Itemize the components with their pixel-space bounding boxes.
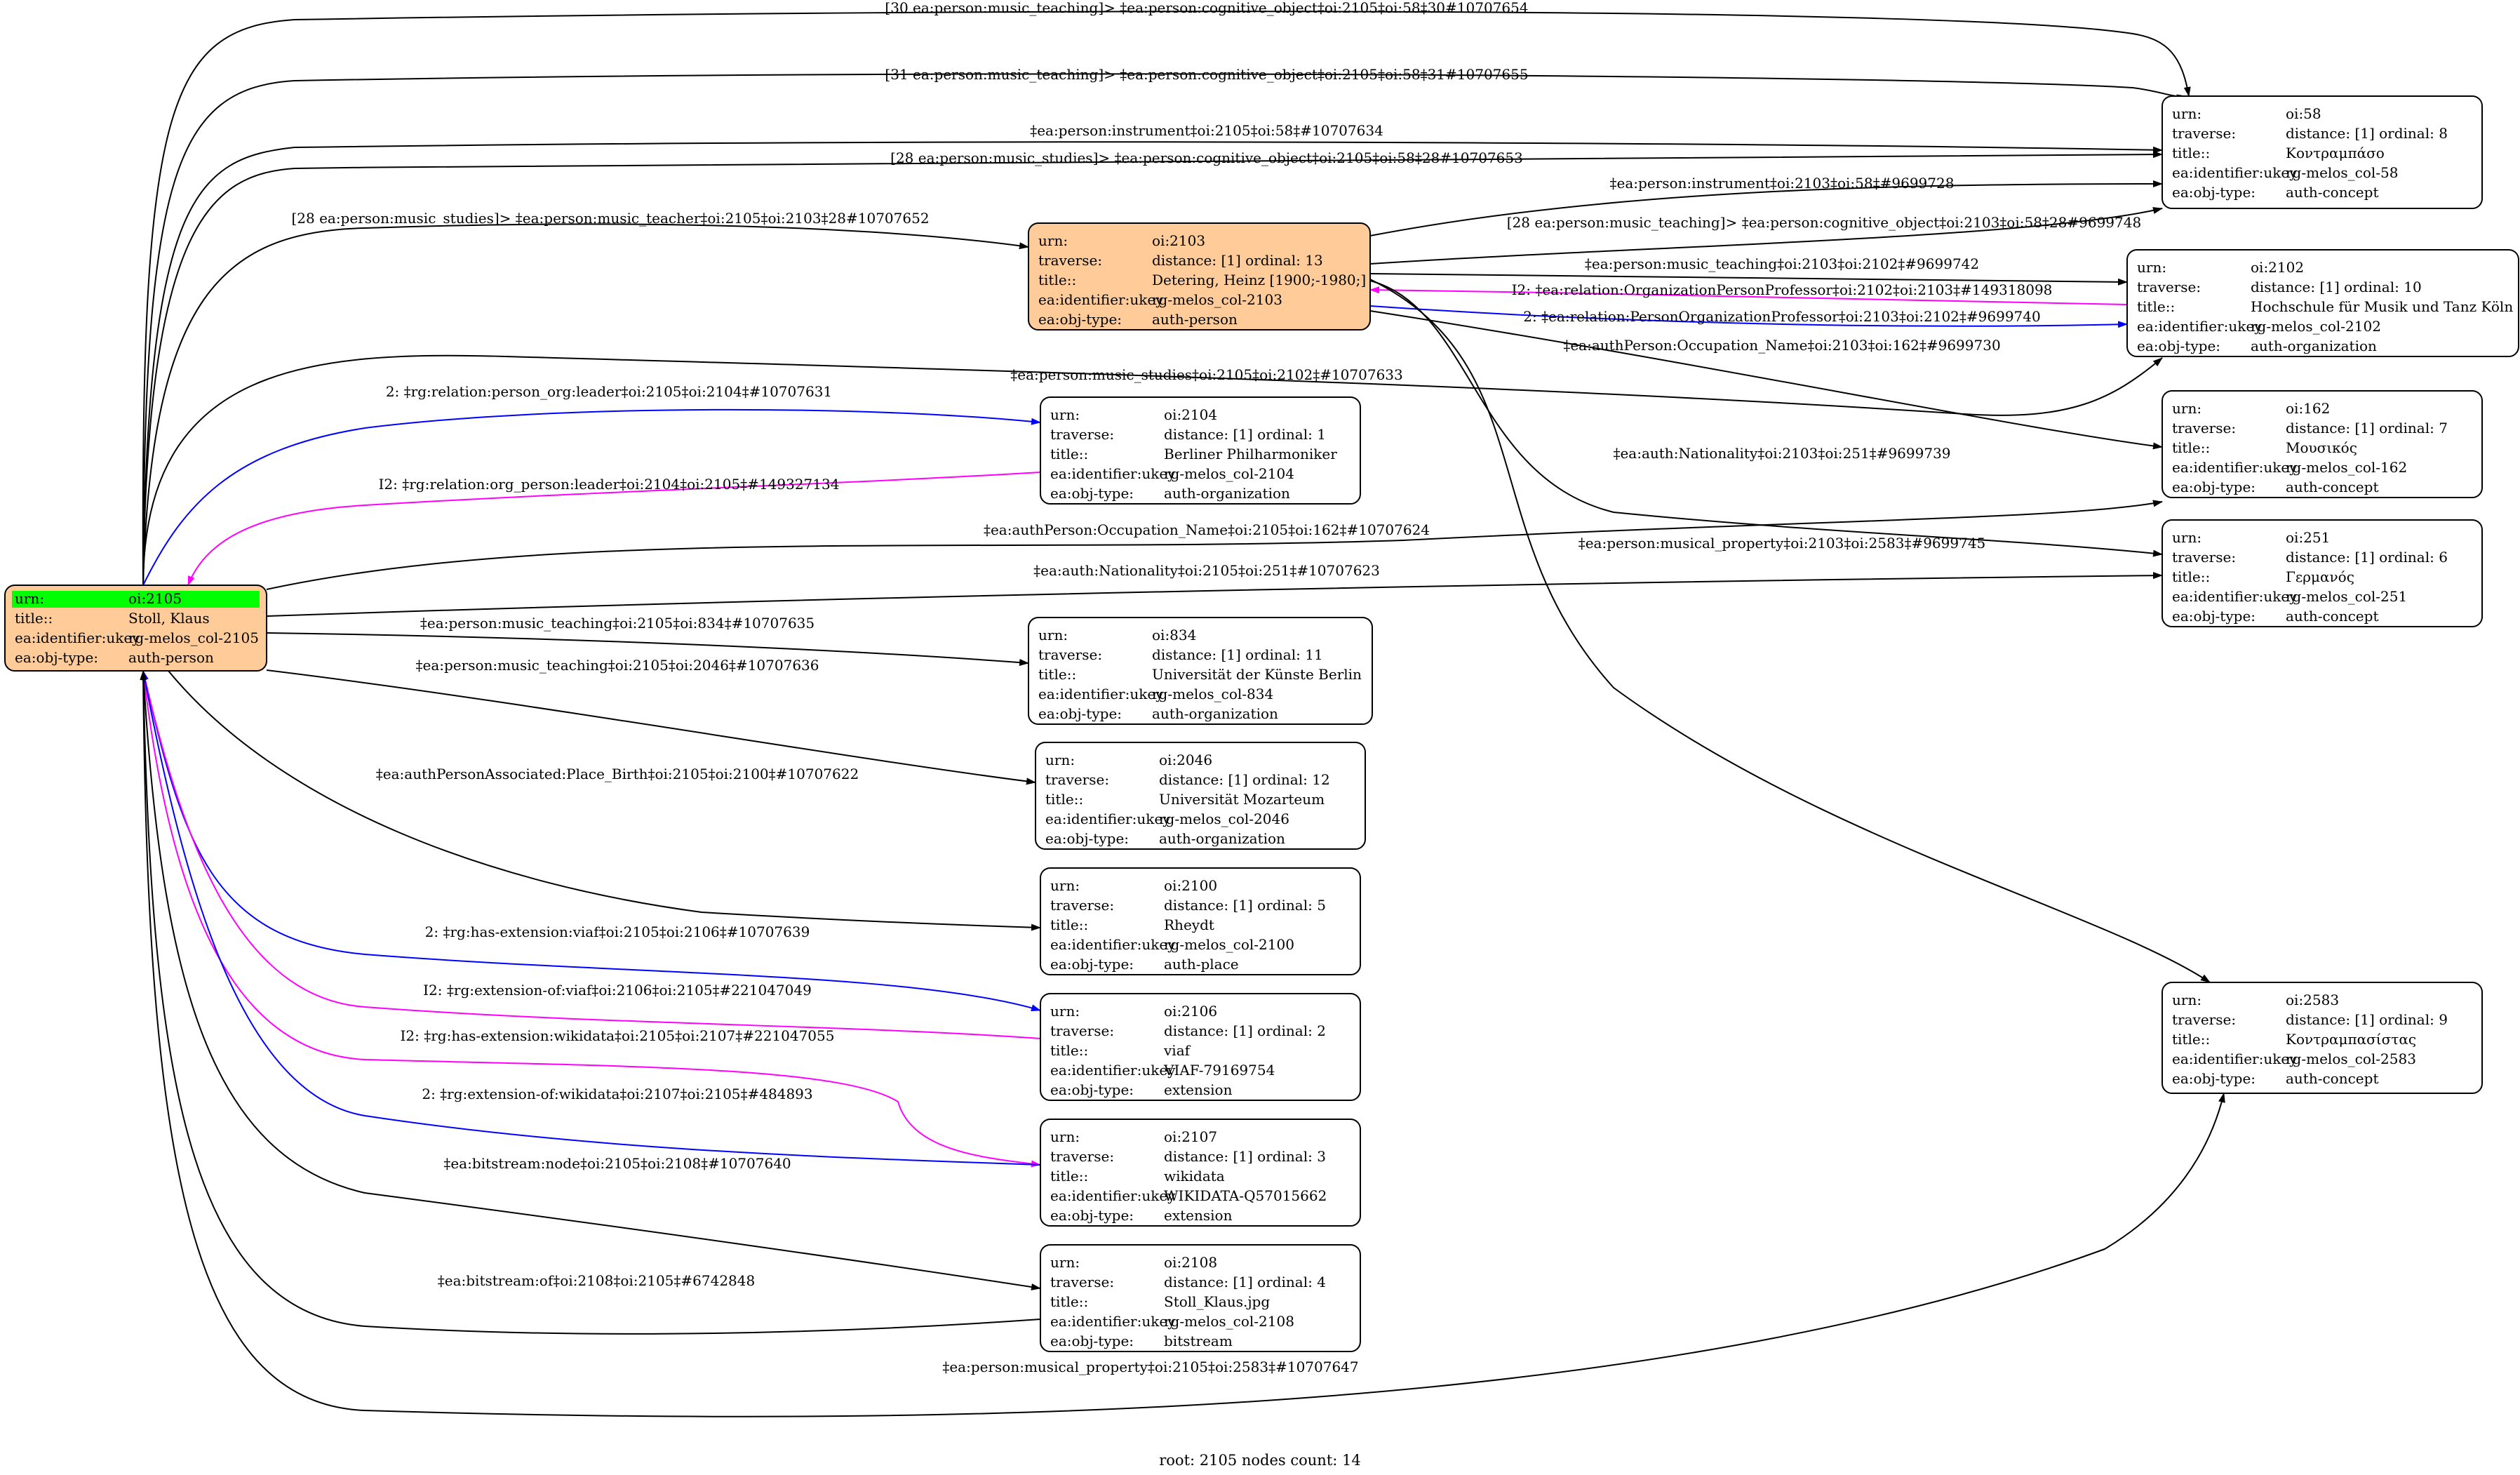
field-label-urn: urn: (1050, 1003, 1080, 1020)
field-label-type: ea:obj-type: (2172, 608, 2256, 625)
field-value-urn: oi:58 (2286, 105, 2321, 122)
edge-e5 (143, 224, 1028, 585)
field-label-traverse: traverse: (1050, 1148, 1115, 1165)
field-value-ukey: rg-melos_col-58 (2286, 164, 2399, 181)
field-value-traverse: distance: [1] ordinal: 13 (1152, 252, 1323, 269)
edge-label-e13: ‡ea:auth:Nationality‡oi:2103‡oi:251‡#9699739 (1613, 445, 1951, 462)
field-label-title: title:: (2172, 145, 2211, 161)
field-label-urn: urn: (2172, 992, 2202, 1008)
node-oi-251[interactable] (2162, 520, 2482, 627)
edge-label-e1: [30 ea:person:music_teaching]> ‡ea:person:cognitive_object‡oi:2105‡oi:58‡30#10707654 (885, 0, 1529, 16)
edge-e21 (168, 671, 1040, 928)
node-oi-834[interactable] (1028, 618, 1372, 724)
field-value-type: auth-organization (1164, 485, 1290, 502)
field-label-traverse: traverse: (1038, 646, 1103, 663)
field-value-title: Universität der Künste Berlin (1152, 666, 1362, 683)
field-label-type: ea:obj-type: (1050, 1207, 1134, 1224)
field-value-traverse: distance: [1] ordinal: 4 (1164, 1274, 1326, 1290)
field-label-type: ea:obj-type: (1050, 485, 1134, 502)
field-value-type: extension (1164, 1081, 1233, 1098)
field-label-urn: urn: (1045, 752, 1075, 768)
node-oi-2105[interactable] (5, 585, 267, 671)
field-label-traverse: traverse: (1050, 1022, 1115, 1039)
field-label-type: ea:obj-type: (1038, 311, 1122, 328)
edge-label-e18: ‡ea:auth:Nationality‡oi:2105‡oi:251‡#10707623 (1033, 562, 1380, 579)
field-value-ukey: rg-melos_col-834 (1152, 686, 1274, 702)
edge-label-e16: ‡ea:authPerson:Occupation_Name‡oi:2105‡oi:162‡#10707624 (983, 521, 1430, 538)
edge-e3 (143, 142, 2162, 585)
field-label-type: ea:obj-type: (1038, 705, 1122, 722)
field-value-urn: oi:2104 (1164, 406, 1218, 423)
field-label-traverse: traverse: (1050, 1274, 1115, 1290)
field-label-traverse: traverse: (1045, 771, 1110, 788)
field-label-title: title:: (1050, 1293, 1089, 1310)
field-label-ukey: ea:identifier:ukey (1050, 1313, 1176, 1330)
edge-label-e9: I2: ‡ea:relation:OrganizationPersonProfessor‡oi:2102‡oi:2103‡#149318098 (1511, 281, 2053, 298)
field-label-urn: urn: (2172, 400, 2202, 417)
field-label-title: title:: (2172, 1031, 2211, 1048)
field-label-traverse: traverse: (1038, 252, 1103, 269)
edge-label-e11: ‡ea:authPerson:Occupation_Name‡oi:2103‡oi:162‡#9699730 (1563, 337, 2001, 354)
field-label-type: ea:obj-type: (1050, 1333, 1134, 1349)
field-label-ukey: ea:identifier:ukey (2172, 1050, 2298, 1067)
field-value-ukey: VIAF-79169754 (1164, 1062, 1275, 1079)
field-label-traverse: traverse: (1050, 426, 1115, 443)
field-label-traverse: traverse: (2172, 549, 2237, 566)
node-oi-2107[interactable] (1040, 1119, 1360, 1226)
field-label-urn: urn: (1050, 1128, 1080, 1145)
field-value-type: auth-place (1164, 956, 1239, 973)
node-oi-2108[interactable] (1040, 1245, 1360, 1351)
field-label-ukey: ea:identifier:ukey (2137, 318, 2263, 335)
field-label-title: title:: (2137, 298, 2176, 315)
field-value-ukey: rg-melos_col-2102 (2251, 318, 2381, 335)
node-oi-2106[interactable] (1040, 994, 1360, 1100)
field-label-urn: urn: (15, 590, 45, 607)
field-label-title: title:: (1050, 1168, 1089, 1184)
field-label-urn: urn: (1050, 877, 1080, 894)
node-oi-162[interactable] (2162, 391, 2482, 498)
field-label-title: title:: (1038, 666, 1077, 683)
field-value-ukey: rg-melos_col-2103 (1152, 291, 1282, 308)
edge-label-e6: ‡ea:person:instrument‡oi:2103‡oi:58‡#9699728 (1609, 175, 1955, 192)
field-label-title: title:: (1045, 791, 1084, 808)
field-label-urn: urn: (2172, 529, 2202, 546)
field-value-title: Berliner Philharmoniker (1164, 446, 1337, 462)
field-value-title: Stoll_Klaus.jpg (1164, 1293, 1271, 1310)
field-label-title: title:: (15, 610, 53, 627)
field-value-traverse: distance: [1] ordinal: 11 (1152, 646, 1323, 663)
field-value-title: Rheydt (1164, 916, 1214, 933)
field-value-ukey: WIKIDATA-Q57015662 (1164, 1187, 1327, 1204)
field-value-traverse: distance: [1] ordinal: 7 (2286, 420, 2448, 436)
field-label-title: title:: (1038, 272, 1077, 288)
field-label-title: title:: (2172, 568, 2211, 585)
node-oi-2583[interactable] (2162, 982, 2482, 1093)
field-value-urn: oi:834 (1152, 627, 1197, 643)
field-label-urn: urn: (1038, 232, 1068, 249)
field-value-type: auth-organization (1159, 830, 1285, 847)
edge-label-e15: I2: ‡rg:relation:org_person:leader‡oi:2104‡oi:2105‡#149327134 (378, 476, 840, 493)
field-label-urn: urn: (1050, 406, 1080, 423)
field-value-urn: oi:2583 (2286, 992, 2340, 1008)
field-value-title: wikidata (1164, 1168, 1225, 1184)
edge-label-e5: [28 ea:person:music_studies]> ‡ea:person:music_teacher‡oi:2105‡oi:2103‡28#10707652 (291, 210, 930, 227)
field-label-type: ea:obj-type: (2172, 1070, 2256, 1087)
edge-e18 (267, 575, 2162, 616)
field-value-ukey: rg-melos_col-2108 (1164, 1313, 1294, 1330)
field-value-urn: oi:2106 (1164, 1003, 1218, 1020)
edge-e14 (143, 410, 1040, 585)
field-label-ukey: ea:identifier:ukey (2172, 588, 2298, 605)
field-value-urn: oi:2046 (1159, 752, 1213, 768)
field-value-ukey: rg-melos_col-2105 (128, 629, 259, 646)
field-value-urn: oi:2107 (1164, 1128, 1218, 1145)
field-value-traverse: distance: [1] ordinal: 5 (1164, 897, 1326, 914)
field-label-title: title:: (2172, 439, 2211, 456)
field-value-type: auth-organization (2251, 338, 2377, 354)
node-oi-2104[interactable] (1040, 397, 1360, 504)
field-value-ukey: rg-melos_col-2104 (1164, 465, 1294, 482)
edge-label-e23: I2: ‡rg:extension-of:viaf‡oi:2106‡oi:2105‡#221047049 (423, 982, 812, 999)
graph-footer: root: 2105 nodes count: 14 (1159, 1452, 1361, 1469)
field-value-ukey: rg-melos_col-2583 (2286, 1050, 2416, 1067)
field-value-title: viaf (1164, 1042, 1191, 1059)
field-value-traverse: distance: [1] ordinal: 1 (1164, 426, 1326, 443)
field-value-urn: oi:2102 (2251, 259, 2305, 276)
node-oi-2103[interactable] (1028, 223, 1370, 330)
field-value-title: Κοντραμπασίστας (2286, 1031, 2417, 1048)
field-label-ukey: ea:identifier:ukey (2172, 459, 2298, 476)
edge-label-e28: ‡ea:person:musical_property‡oi:2105‡oi:2583‡#10707647 (942, 1359, 1359, 1375)
field-value-type: auth-concept (2286, 608, 2379, 625)
field-value-type: auth-organization (1152, 705, 1278, 722)
field-label-ukey: ea:identifier:ukey (1050, 936, 1176, 953)
edge-label-e19: ‡ea:person:music_teaching‡oi:2105‡oi:834‡#10707635 (420, 615, 815, 632)
field-value-ukey: rg-melos_col-2100 (1164, 936, 1294, 953)
field-label-title: title:: (1050, 916, 1089, 933)
edge-e22 (143, 671, 1040, 1010)
edge-label-e21: ‡ea:authPersonAssociated:Place_Birth‡oi:2105‡oi:2100‡#10707622 (375, 766, 859, 782)
field-value-traverse: distance: [1] ordinal: 6 (2286, 549, 2448, 566)
field-value-type: auth-concept (2286, 184, 2379, 201)
field-value-urn: oi:2100 (1164, 877, 1218, 894)
field-value-type: bitstream (1164, 1333, 1233, 1349)
field-label-title: title:: (1050, 446, 1089, 462)
edge-label-e3: ‡ea:person:instrument‡oi:2105‡oi:58‡#10707634 (1030, 122, 1383, 139)
edge-label-e8: ‡ea:person:music_teaching‡oi:2103‡oi:2102‡#9699742 (1584, 255, 1980, 272)
edge-label-e10: 2: ‡ea:relation:PersonOrganizationProfessor‡oi:2103‡oi:2102‡#9699740 (1523, 308, 2041, 325)
field-label-type: ea:obj-type: (1045, 830, 1130, 847)
field-label-traverse: traverse: (1050, 897, 1115, 914)
field-label-urn: urn: (2137, 259, 2167, 276)
field-value-ukey: rg-melos_col-251 (2286, 588, 2408, 605)
field-label-urn: urn: (1038, 627, 1068, 643)
field-label-ukey: ea:identifier:ukey (1038, 686, 1164, 702)
edge-label-e2: [31 ea:person:music_teaching]> ‡ea:person:cognitive_object‡oi:2105‡oi:58‡31#10707655 (885, 66, 1529, 83)
edge-label-e26: ‡ea:bitstream:node‡oi:2105‡oi:2108‡#10707640 (443, 1155, 791, 1172)
field-value-title: Μουσικός (2286, 439, 2357, 456)
field-label-type: ea:obj-type: (2137, 338, 2221, 354)
edge-label-e4: [28 ea:person:music_studies]> ‡ea:person:cognitive_object‡oi:2105‡oi:58‡28#10707653 (890, 149, 1523, 166)
field-label-ukey: ea:identifier:ukey (1050, 1062, 1176, 1079)
field-value-urn: oi:2108 (1164, 1254, 1218, 1271)
edge-e17 (1370, 279, 2210, 982)
edge-label-e12: ‡ea:person:music_studies‡oi:2105‡oi:2102‡#10707633 (1010, 366, 1403, 383)
field-label-traverse: traverse: (2137, 279, 2201, 295)
field-label-ukey: ea:identifier:ukey (2172, 164, 2298, 181)
field-value-traverse: distance: [1] ordinal: 2 (1164, 1022, 1326, 1039)
edge-e11 (1370, 311, 2162, 447)
field-value-type: extension (1164, 1207, 1233, 1224)
field-label-traverse: traverse: (2172, 420, 2237, 436)
field-value-ukey: rg-melos_col-162 (2286, 459, 2408, 476)
field-value-urn: oi:162 (2286, 400, 2331, 417)
field-value-traverse: distance: [1] ordinal: 10 (2251, 279, 2422, 295)
field-value-title: Κοντραμπάσο (2286, 145, 2385, 161)
edge-label-e22: 2: ‡rg:has-extension:viaf‡oi:2105‡oi:2106‡#10707639 (424, 923, 810, 940)
edge-label-e14: 2: ‡rg:relation:person_org:leader‡oi:2105‡oi:2104‡#10707631 (385, 383, 833, 400)
field-value-traverse: distance: [1] ordinal: 9 (2286, 1011, 2448, 1028)
field-label-type: ea:obj-type: (2172, 479, 2256, 495)
nodes-layer (5, 96, 2519, 1351)
field-label-urn: urn: (1050, 1254, 1080, 1271)
field-label-ukey: ea:identifier:ukey (1050, 1187, 1176, 1204)
node-oi-2100[interactable] (1040, 868, 1360, 975)
field-value-type: auth-concept (2286, 479, 2379, 495)
field-value-urn: oi:2105 (128, 590, 182, 607)
node-oi-58[interactable] (2162, 96, 2482, 208)
edge-label-e27: ‡ea:bitstream:of‡oi:2108‡oi:2105‡#6742848 (437, 1272, 756, 1289)
field-value-type: auth-person (1152, 311, 1238, 328)
edge-label-e20: ‡ea:person:music_teaching‡oi:2105‡oi:2046‡#10707636 (415, 657, 819, 674)
edge-label-e17: ‡ea:person:musical_property‡oi:2103‡oi:2583‡#9699745 (1578, 535, 1986, 552)
field-label-ukey: ea:identifier:ukey (15, 629, 140, 646)
field-label-ukey: ea:identifier:ukey (1045, 810, 1171, 827)
field-value-title: Hochschule für Musik und Tanz Köln (2251, 298, 2514, 315)
field-value-traverse: distance: [1] ordinal: 8 (2286, 125, 2448, 142)
field-value-type: auth-person (128, 649, 214, 666)
field-label-ukey: ea:identifier:ukey (1050, 465, 1176, 482)
field-value-ukey: rg-melos_col-2046 (1159, 810, 1289, 827)
field-label-type: ea:obj-type: (15, 649, 99, 666)
edge-label-e24: I2: ‡rg:has-extension:wikidata‡oi:2105‡oi:2107‡#221047055 (400, 1027, 835, 1044)
field-value-urn: oi:2103 (1152, 232, 1206, 249)
field-value-urn: oi:251 (2286, 529, 2331, 546)
field-value-title: Universität Mozarteum (1159, 791, 1325, 808)
field-label-urn: urn: (2172, 105, 2202, 122)
field-value-type: auth-concept (2286, 1070, 2379, 1087)
field-label-ukey: ea:identifier:ukey (1038, 291, 1164, 308)
field-label-title: title:: (1050, 1042, 1089, 1059)
edge-label-e7: [28 ea:person:music_teaching]> ‡ea:person:cognitive_object‡oi:2103‡oi:58‡28#9699748 (1506, 214, 2142, 231)
field-label-type: ea:obj-type: (1050, 956, 1134, 973)
node-oi-2046[interactable] (1036, 742, 1365, 849)
edge-label-e25: 2: ‡rg:extension-of:wikidata‡oi:2107‡oi:2105‡#484893 (422, 1086, 813, 1102)
field-value-traverse: distance: [1] ordinal: 12 (1159, 771, 1330, 788)
field-value-title: Stoll, Klaus (128, 610, 210, 627)
field-label-traverse: traverse: (2172, 125, 2237, 142)
field-label-type: ea:obj-type: (2172, 184, 2256, 201)
field-value-traverse: distance: [1] ordinal: 3 (1164, 1148, 1326, 1165)
field-value-title: Detering, Heinz [1900;-1980;] (1152, 272, 1367, 288)
node-oi-2102[interactable] (2127, 250, 2519, 356)
field-value-title: Γερμανός (2286, 568, 2354, 585)
field-label-traverse: traverse: (2172, 1011, 2237, 1028)
field-label-type: ea:obj-type: (1050, 1081, 1134, 1098)
